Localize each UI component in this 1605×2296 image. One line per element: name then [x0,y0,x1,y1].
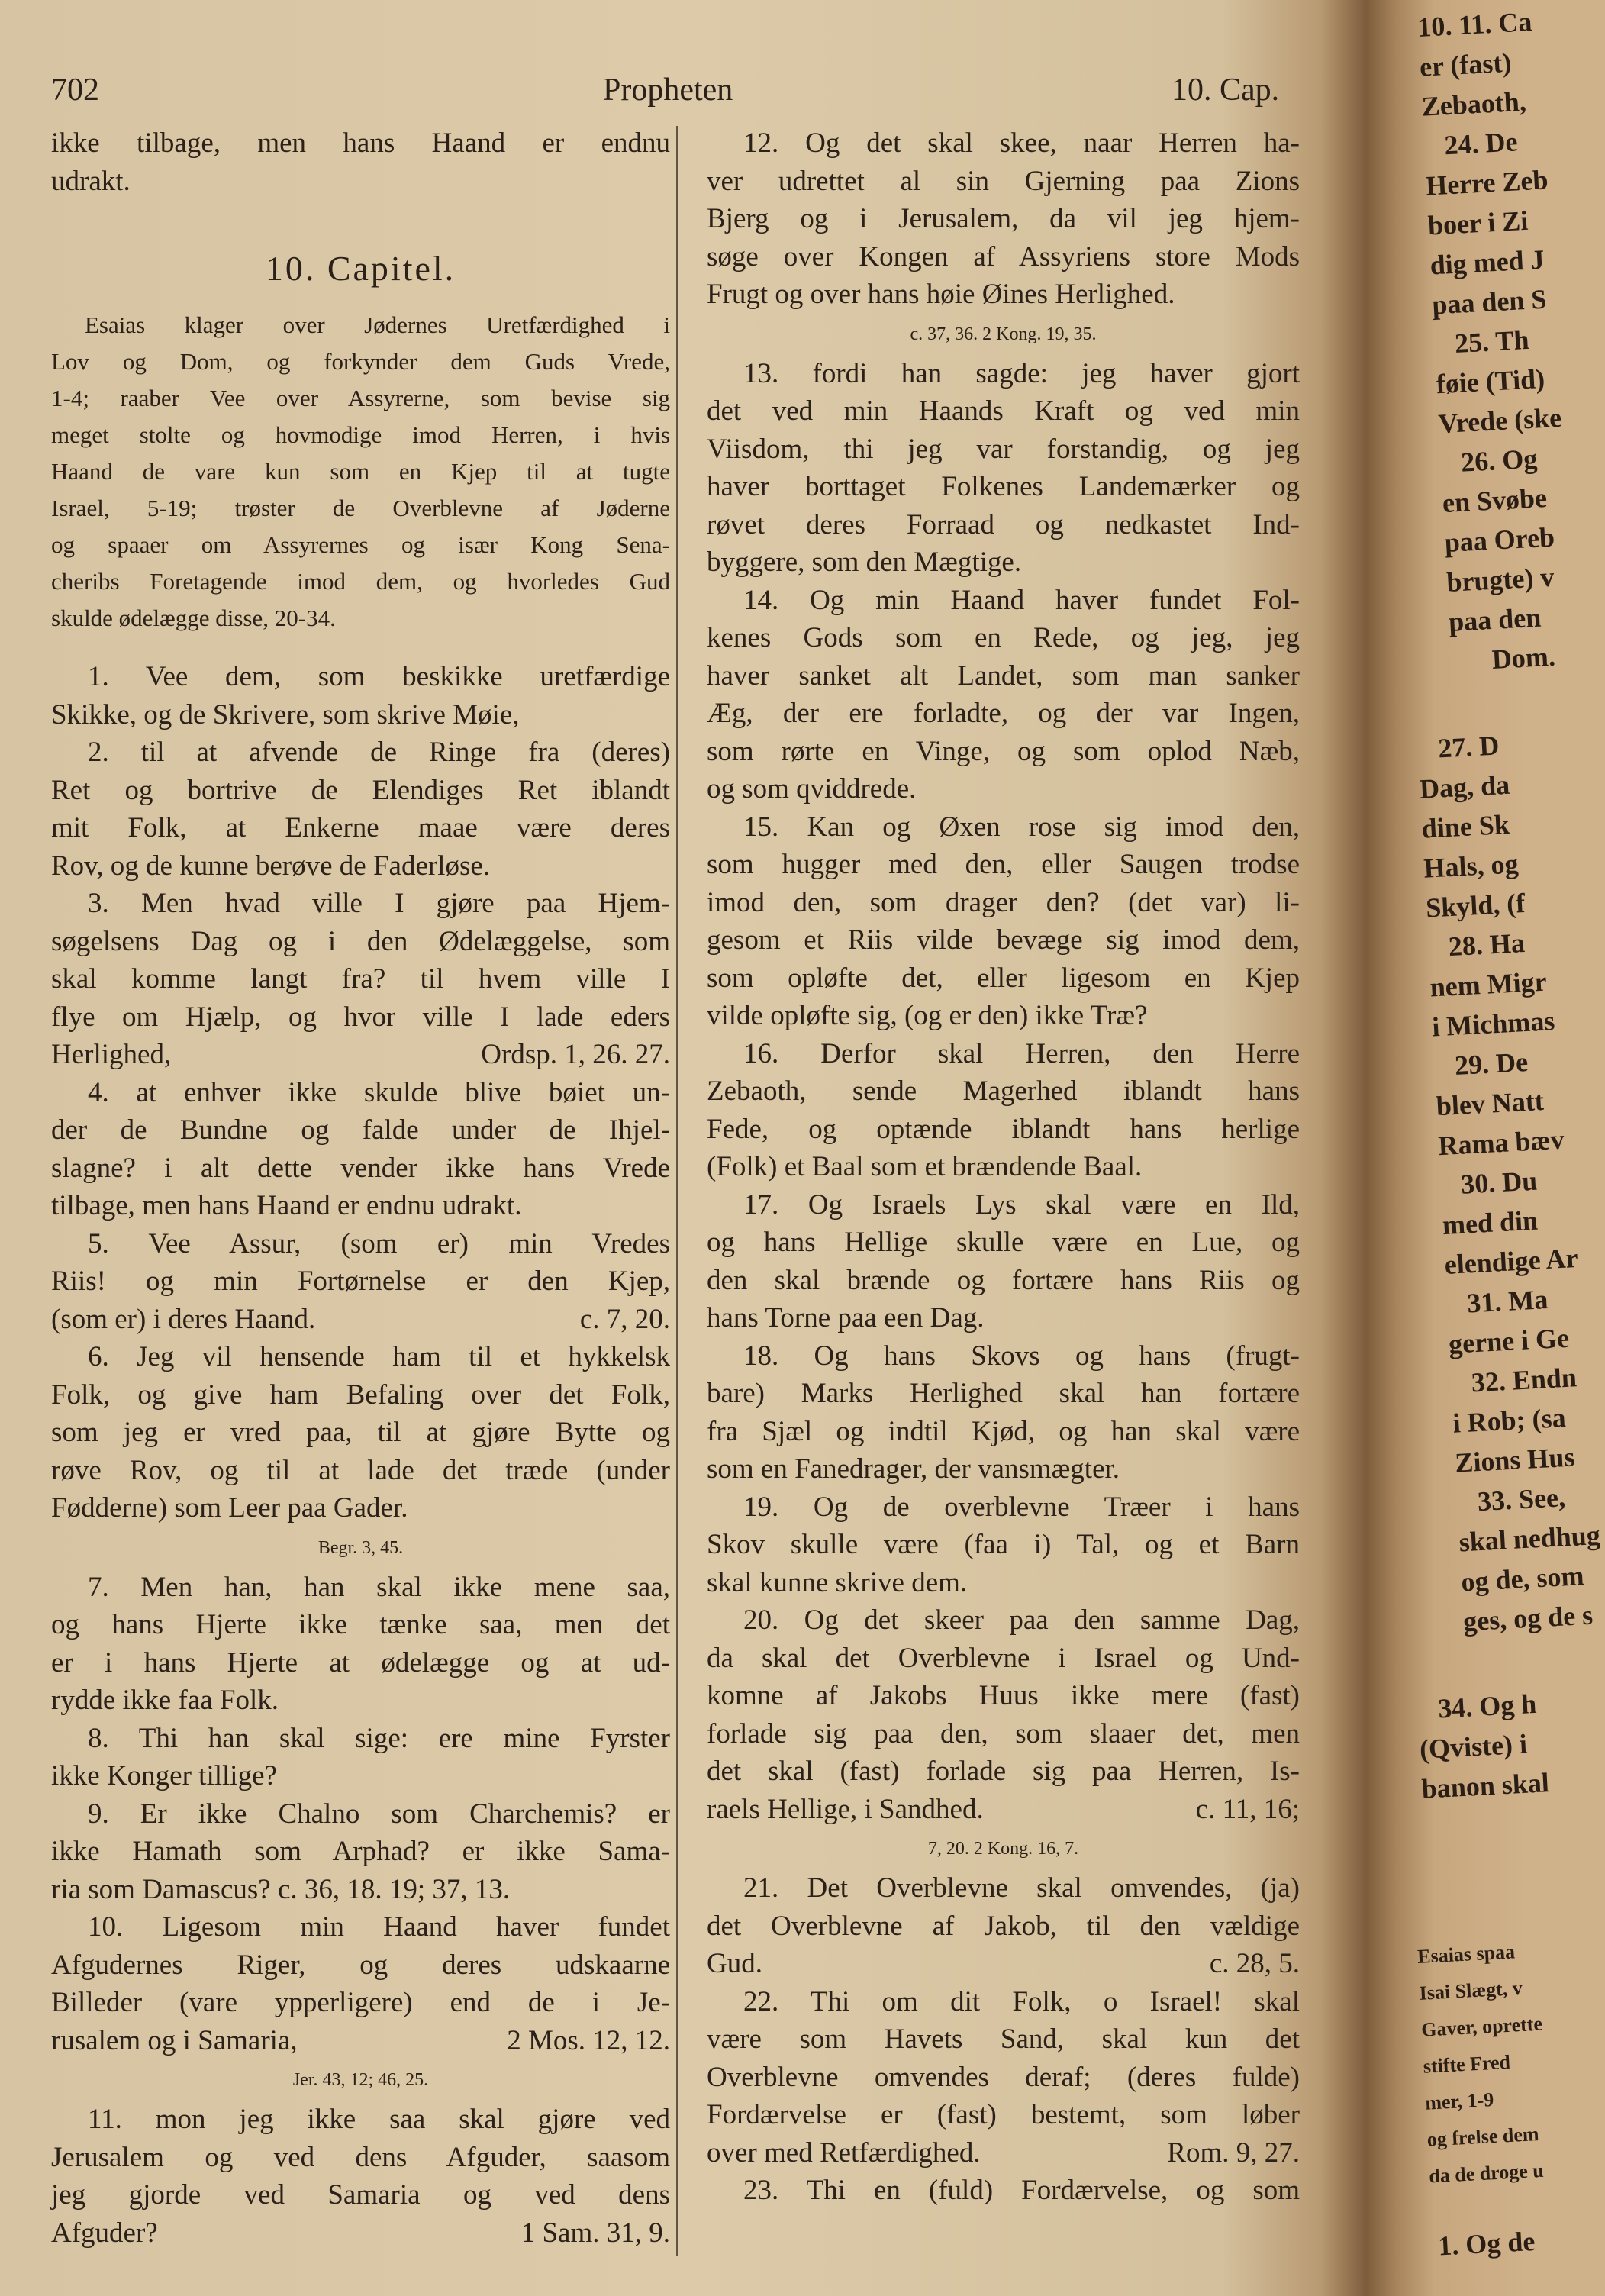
line-text: 18. Og hans Skovs og hans (frugt- [743,1340,1300,1372]
text-line [707,355,1300,393]
summary-line: 1-4; raaber Vee over Assyrerne, som bevise sig [51,385,670,411]
text-line [707,276,1300,314]
text-line [51,885,670,923]
neighbor-line: brugte) v [1445,561,1555,598]
line-text: Rov, og de kunne berøve de Faderløse. [51,850,491,882]
text-line [707,124,1300,163]
line-text: 19. Og de overblevne Træer i hans [743,1491,1300,1523]
cross-reference-note: 7, 20. 2 Kong. 16, 7. [927,1839,1079,1859]
neighbor-line: i Rob; (sa [1452,1402,1567,1439]
text-line [707,1148,1300,1186]
line-text: 15. Kan og Øxen rose sig imod den, [743,811,1300,843]
neighbor-line: dig med J [1429,243,1545,281]
text-line [707,884,1300,922]
neighbor-line: 27. D [1416,730,1500,765]
chapter-summary [51,307,670,637]
summary-line: Esaias klager over Jødernes Uretfærdighed i [85,311,670,338]
line-text: 3. Men hvad ville I gjøre paa Hjem- [88,888,670,919]
text-line [707,921,1300,959]
line-text: 17. Og Israels Lys skal være en Ild, [743,1188,1300,1221]
text-line [707,1715,1300,1753]
text-line [707,1526,1300,1564]
line-text: 10. Ligesom min Haand haver fundet [88,1911,670,1943]
cross-reference-note: Begr. 3, 45. [317,1537,404,1558]
text-line [51,1187,670,1225]
neighbor-line: føie (Tid) [1435,363,1546,400]
text-line [51,1074,670,1112]
text-line [51,1301,670,1339]
text-line [51,772,670,810]
line-text: 23. Thi en (fuld) Fordærvelse, og som [743,2175,1300,2206]
neighbor-line: 26. Og [1439,443,1539,479]
summary-line: og spaaer om Assyrernes og især Kong Sena- [51,531,670,558]
neighbor-line: banon skal [1420,1767,1550,1804]
text-line [51,1452,670,1490]
neighbor-line: en Svøbe [1441,482,1548,519]
text-line [707,619,1300,657]
line-text: som rørte en Vinge, og som oplod Næb, [707,735,1300,767]
chapter-header: 10. Cap. [1172,73,1280,108]
line-text: ver udrettet al sin Gjerning paa Zions [707,165,1300,197]
text-line [51,809,670,847]
text-line [51,1946,670,1985]
text-line [51,1262,670,1301]
summary-line: cheribs Foretagende imod dem, og hvorledes Gud [51,568,670,595]
neighbor-line: da de droge u [1428,2159,1545,2188]
text-line [707,1224,1300,1262]
scripture-reference: c. 28, 5. [1209,1948,1300,1979]
line-text: 7. Men han, han skal ikke mene saa, [88,1571,670,1603]
neighbor-line: 24. De [1423,126,1519,162]
neighbor-text-group [1416,722,1605,1641]
line-text: kenes Gods som en Rede, og jeg, jeg [707,622,1300,653]
text-line [707,959,1300,998]
text-line [51,1225,670,1263]
line-text: skal komme langt fra? til hvem ville I [51,963,670,995]
neighbor-line: 31. Ma [1445,1284,1549,1320]
text-line [707,1262,1300,1300]
line-text: (som er) i deres Haand. [51,1303,316,1335]
neighbor-line: Zions Hus [1454,1441,1576,1479]
neighbor-line: Gaver, oprette [1420,2012,1543,2041]
neighbor-line: med din [1441,1204,1539,1241]
line-text: 1. Vee dem, som beskikke uretfærdige [88,661,670,692]
line-text: Overblevne omvendes deraf; (deres fulde) [707,2061,1300,2093]
left-column-verses [51,658,670,2252]
text-line [51,1720,670,1758]
neighbor-line: paa den [1448,601,1542,637]
line-text: Fede, og optænde iblandt hans herlige [707,1113,1300,1145]
line-text: være som Havets Sand, skal kun det [707,2024,1300,2055]
line-text: som jeg er vred paa, til at gjøre Bytte og [51,1417,670,1448]
page-number: 702 [51,73,99,108]
text-line [707,1640,1300,1678]
line-text: og som qviddrede. [707,773,917,805]
cross-reference-note: c. 37, 36. 2 Kong. 19, 35. [910,324,1097,344]
line-text: 5. Vee Assur, (som er) min Vredes [88,1227,670,1259]
neighbor-line: ges, og de s [1462,1599,1594,1637]
line-text: hans Torne paa een Dag. [707,1302,985,1333]
text-line [707,2096,1300,2134]
text-line [51,1644,670,1682]
line-text: rydde ikke faa Folk. [51,1685,279,1716]
line-text: røve Rov, og til at lade det træde (under [51,1454,670,1486]
right-column-verses [707,124,1300,2210]
line-text: 21. Det Overblevne skal omvendes, (ja) [743,1872,1300,1904]
text-line [707,1450,1300,1488]
line-text: da skal det Overblevne i Israel og Und- [707,1642,1300,1674]
line-text: søge over Kongen af Assyriens store Mods [707,240,1300,272]
line-text: Skikke, og de Skrivere, som skrive Møie, [51,698,520,730]
neighbor-line: Rama bæv [1437,1124,1565,1162]
text-line [707,1983,1300,2021]
neighbor-line: mer, 1-9 [1424,2088,1494,2114]
neighbor-line: 32. Endn [1449,1362,1578,1399]
line-text: Riis! og min Fortørnelse er den Kjep, [51,1266,670,1297]
line-text: 13. fordi han sagde: jeg haver gjort [743,357,1300,389]
neighbor-line: 10. 11. Ca [1416,6,1533,43]
neighbor-line: og de, som [1460,1560,1585,1598]
line-text: vilde opløfte sig, (og er den) ikke Træ? [707,1000,1148,1031]
text-line [707,1413,1300,1451]
text-line [51,2139,670,2177]
line-text: slagne? i alt dette vender ikke hans Vrede [51,1152,670,1184]
neighbor-line: (Qviste) i [1419,1728,1528,1765]
text-line [707,1564,1300,1602]
line-text: og hans Hjerte ikke tænke saa, men det [51,1609,670,1640]
line-text: Fordærvelse er (fast) bestemt, som løber [707,2099,1300,2130]
neighbor-line: skal nedhug [1458,1519,1601,1558]
line-text: komne af Jakobs Huus ikke mere (fast) [707,1680,1300,1711]
line-text: mit Folk, at Enkerne maae være deres [51,812,670,843]
line-text: tilbage, men hans Haand er endnu udrakt. [51,1190,522,1221]
line-text: ikke Konger tillige? [51,1760,277,1791]
line-text: Bjerg og i Jerusalem, da vil jeg hjem- [707,203,1300,234]
line-text: imod den, som drager den? (det var) li- [707,886,1300,918]
text-line [707,238,1300,276]
line-text: gesom et Riis vilde bevæge sig imod dem, [707,924,1300,956]
neighbor-line: 1. Og de [1416,2225,1536,2262]
text-line [707,1945,1300,1983]
line-text: haver borttaget Folkenes Landemærker og [707,471,1300,502]
neighbor-line: stifte Fred [1423,2050,1511,2078]
text-line [707,846,1300,884]
text-line [707,1299,1300,1337]
text-line [707,200,1300,238]
text-line [51,696,670,734]
neighbor-line: i Michmas [1431,1005,1556,1043]
line-text: 14. Og min Haand haver fundet Fol- [743,584,1300,616]
line-text: ikke tilbage, men hans Haand er endnu [51,127,670,159]
neighbor-line: og frelse dem [1426,2122,1540,2151]
text-line [707,1791,1300,1829]
neighbor-line: dine Sk [1420,808,1510,844]
neighbor-line: Dom. [1449,640,1556,677]
text-line [707,2172,1300,2210]
line-text: Folk, og give ham Befaling over det Folk, [51,1379,670,1411]
line-text: fra Sjæl og indtil Kjød, og han skal være [707,1415,1300,1447]
line-text: Fødderne) som Leer paa Gader. [51,1492,408,1524]
line-text: over med Retfærdighed. [707,2136,981,2169]
text-line [51,2022,670,2060]
line-text: 4. at enhver ikke skulde blive bøiet un- [88,1076,670,1108]
scripture-reference: 2 Mos. 12, 12. [507,2024,670,2056]
text-line [51,1036,670,1074]
line-text: det ved min Haands Kraft og ved min [707,395,1300,427]
line-text: Skov skulle være (faa i) Tal, og et Barn [707,1529,1300,1560]
neighbor-line: Esaias spaa [1416,1940,1516,1968]
line-text: udrakt. [51,165,131,197]
line-text: haver sanket alt Landet, som man sanker [707,659,1300,692]
summary-line: Lov og Dom, og forkynder dem Guds Vrede, [51,348,670,375]
text-line [51,734,670,772]
line-text: 6. Jeg vil hensende ham til et hykkelsk [88,1341,670,1372]
line-text: som hugger med den, eller Saugen trodse [707,849,1300,880]
neighbor-line: 34. Og h [1416,1688,1538,1725]
line-text: ikke Hamath som Arphad? er ikke Sama- [51,1836,670,1867]
line-text: skal kunne skrive dem. [707,1566,968,1598]
neighbor-line: Hals, og [1423,848,1520,884]
line-text: Viisdom, thi jeg var forstandig, og jeg [707,433,1300,465]
neighbor-line: paa den S [1431,283,1548,321]
line-text: byggere, som den Mægtige. [707,547,1022,578]
text-line [707,1035,1300,1073]
line-text: 22. Thi om dit Folk, o Israel! skal [743,1985,1300,2017]
line-text: 2. til at afvende de Ringe fra (deres) [88,737,670,768]
neighbor-line: 25. Th [1433,324,1530,360]
scripture-reference: c. 7, 20. [579,1303,670,1335]
left-continuation [51,124,670,200]
neighbor-line: gerne i Ge [1448,1322,1570,1359]
neighbor-line: Skyld, (f [1425,887,1526,924]
line-text: er i hans Hjerte at ødelægge og at ud- [51,1646,670,1678]
line-text: som opløfte det, eller ligesom en Kjep [707,962,1300,994]
line-text: Æg, der ere forladte, og der var Ingen, [707,698,1300,729]
text-line [51,658,670,696]
text-line [707,1753,1300,1791]
text-line [51,1150,670,1188]
text-line [51,1908,670,1946]
text-line [51,1795,670,1833]
line-text: Ret og bortrive de Elendiges Ret iblandt [51,774,670,806]
text-line [707,1601,1300,1640]
text-line [707,770,1300,808]
line-text: 16. Derfor skal Herren, den Herre [743,1037,1300,1069]
text-line [51,1833,670,1871]
text-line [707,1907,1300,1946]
text-line [51,847,670,885]
neighbor-line: 29. De [1433,1046,1529,1082]
running-title: Propheten [603,73,733,108]
text-line [707,1488,1300,1527]
text-line [51,1376,670,1414]
neighbor-line: 33. See, [1456,1482,1566,1518]
text-line [707,808,1300,846]
text-line [707,2059,1300,2097]
line-text: den skal brænde og fortære hans Riis og [707,1264,1300,1296]
text-line [707,997,1300,1035]
text-line [51,960,670,998]
line-text: jeg gjorde ved Samaria og ved dens [51,2179,670,2211]
neighbor-line: blev Natt [1435,1085,1545,1122]
line-text: 8. Thi han skal sige: ere mine Fyrster [88,1722,670,1754]
text-line [51,998,670,1037]
summary-line: Israel, 5-19; trøster de Overblevne af Jøderne [51,495,670,521]
line-text: søgelsens Dag og i den Ødelæggelse, som [51,925,670,957]
line-text: og hans Hellige skulle være en Lue, og [707,1227,1300,1258]
neighbor-line: 30. Du [1439,1165,1539,1201]
neighbor-line: Zebaoth, [1420,85,1527,122]
line-text: flye om Hjælp, og hvor ville I lade eders [51,1001,670,1033]
neighbor-text-group [1416,1683,1550,1809]
scripture-reference: Ordsp. 1, 26. 27. [481,1039,670,1070]
text-line [707,543,1300,582]
neighbor-text-group [1416,2,1575,682]
line-text: Frugt og over hans høie Øines Herlighed. [707,279,1175,310]
text-line [707,2020,1300,2059]
line-text: som en Fanedrager, der vansmægter. [707,1453,1120,1485]
neighbor-text-group [1416,1933,1551,2195]
neighbor-line: nem Migr [1429,966,1548,1003]
neighbor-line: elendige Ar [1443,1242,1579,1281]
text-line [707,1186,1300,1224]
line-text: 12. Og det skal skee, naar Herren ha- [743,127,1300,159]
line-text: 11. mon jeg ikke saa skal gjøre ved [88,2104,670,2135]
line-text: Billeder (vare ypperligere) end de i Je- [51,1987,670,2018]
text-line [51,1984,670,2022]
text-line [51,2214,670,2252]
neighbor-line: 28. Ha [1426,927,1526,963]
line-text: Afgudernes Riger, og deres udskaarne [51,1949,670,1981]
line-text: Gud. [707,1948,762,1979]
line-text: 20. Og det skeer paa den samme Dag, [743,1604,1300,1636]
text-line [707,695,1300,733]
line-text: det skal (fast) forlade sig paa Herren, Is- [707,1756,1300,1787]
neighbor-text-group [1416,2221,1536,2267]
line-text: raels Hellige, i Sandhed. [707,1793,984,1825]
column-divider [676,126,678,2256]
text-line [51,2101,670,2139]
text-line [51,1489,670,1527]
text-line [707,506,1300,544]
text-line [707,733,1300,771]
scripture-reference: Rom. 9, 27. [1167,2136,1300,2169]
line-text: det Overblevne af Jakob, til den vældige [707,1910,1300,1942]
neighbor-line: boer i Zi [1426,205,1529,241]
neighbor-line: paa Oreb [1443,521,1555,559]
text-line [707,1072,1300,1111]
summary-line: meget stolte og hovmodige imod Herren, i hvis [51,421,670,448]
text-line [51,1414,670,1452]
neighbor-line: er (fast) [1419,47,1513,82]
text-line [707,1677,1300,1715]
scripture-reference: 1 Sam. 31, 9. [520,2217,670,2249]
text-line [707,1337,1300,1375]
neighbor-line: Herre Zeb [1425,164,1549,202]
line-text: 9. Er ikke Chalno som Charchemis? er [88,1798,670,1830]
line-text: der de Bundne og falde under de Ihjel- [51,1114,670,1146]
neighbor-line: Dag, da [1419,769,1510,805]
line-text: (Folk) et Baal som et brændende Baal. [707,1151,1143,1182]
text-line [707,1869,1300,1907]
text-line [51,923,670,961]
line-text: forlade sig paa den, som slaaer det, men [707,1717,1300,1749]
cross-reference-note: Jer. 43, 12; 46, 25. [292,2070,429,2090]
text-line [51,1871,670,1909]
text-line [707,392,1300,430]
text-line [707,2134,1300,2172]
line-text: bare) Marks Herlighed skal han fortære [707,1378,1300,1409]
text-line [51,1111,670,1150]
text-line [51,1606,670,1644]
text-line [707,163,1300,201]
neighbor-line: Isai Slægt, v [1418,1976,1523,2004]
line-text: Afguder? [51,2217,158,2249]
text-line [707,657,1300,695]
chapter-title: 10. Capitel. [265,249,456,288]
line-text: Herlighed, [51,1039,172,1070]
text-line [51,2176,670,2214]
text-line [707,582,1300,620]
text-line [51,1338,670,1376]
line-text: Zebaoth, sende Magerhed iblandt hans [707,1075,1300,1107]
text-line [51,1682,670,1720]
text-line [707,1375,1300,1413]
line-text: røvet deres Forraad og nedkastet Ind- [707,508,1300,540]
scripture-reference: c. 11, 16; [1195,1793,1300,1825]
neighbor-line: Vrede (ske [1437,401,1563,440]
text-line [51,1757,670,1795]
line-text: Jerusalem og ved dens Afguder, saasom [51,2141,670,2173]
neighbor-page-fragment [1412,0,1601,2296]
text-line [707,1111,1300,1149]
line-text: ria som Damascus? c. 36, 18. 19; 37, 13. [51,1873,511,1905]
text-line [707,468,1300,506]
text-line [51,163,670,201]
text-line [707,430,1300,469]
summary-line: Haand de vare kun som en Kjep til at tugte [51,458,670,485]
summary-line: skulde ødelægge disse, 20-34. [51,605,336,631]
text-line [51,1569,670,1607]
text-line [51,124,670,163]
line-text: rusalem og i Samaria, [51,2024,298,2056]
